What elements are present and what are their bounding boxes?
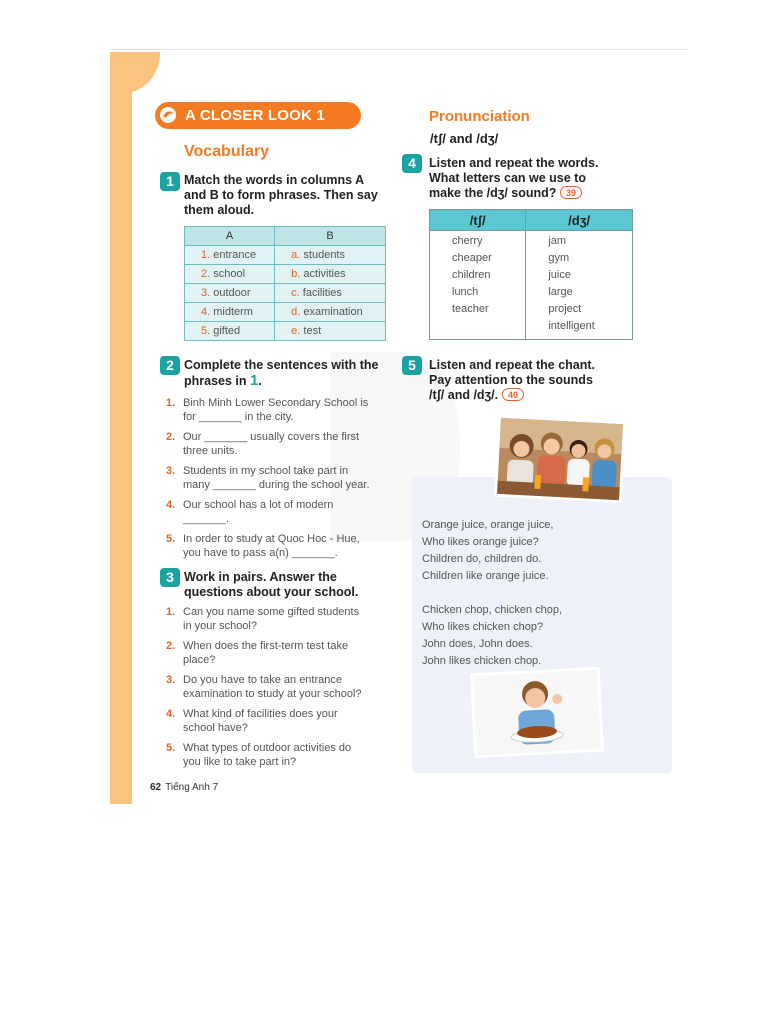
item-line: school have? bbox=[183, 722, 248, 734]
section-banner bbox=[155, 102, 361, 129]
task4-number: 4 bbox=[402, 154, 422, 173]
column-a-word: entrance bbox=[213, 249, 257, 261]
word: children bbox=[452, 269, 491, 281]
row-letter: d. bbox=[291, 306, 301, 318]
match-table bbox=[184, 226, 386, 341]
page-footer bbox=[150, 782, 218, 793]
task4-instruction bbox=[429, 156, 639, 201]
word: lunch bbox=[452, 286, 479, 298]
item-line: in your school? bbox=[183, 620, 257, 632]
word: teacher bbox=[452, 303, 489, 315]
task2-text: Complete the sentences with the phrases in bbox=[184, 358, 379, 388]
task1-instruction: Match the words in columns A and B to form phrases. Then say them aloud. bbox=[184, 173, 378, 217]
item-number: 5. bbox=[166, 533, 176, 545]
item-text bbox=[183, 707, 338, 735]
column-b-word: examination bbox=[303, 306, 363, 318]
task2-instruction bbox=[184, 358, 384, 389]
word: cherry bbox=[452, 235, 483, 247]
sounds-table bbox=[429, 209, 633, 340]
row-number: 2. bbox=[201, 268, 211, 280]
item-line: In order to study at Quoc Hoc - Hue, bbox=[183, 533, 360, 545]
word: cheaper bbox=[452, 252, 492, 264]
chant-line: Children like orange juice. bbox=[422, 570, 549, 582]
item-text bbox=[183, 639, 348, 667]
column-a-header: A bbox=[185, 227, 275, 246]
item-text bbox=[183, 464, 370, 492]
sound-column-j bbox=[526, 231, 633, 340]
word: jam bbox=[548, 235, 567, 247]
chant-spacer bbox=[422, 585, 562, 602]
page-side-stripe bbox=[110, 52, 132, 804]
chant-line: Who likes chicken chop? bbox=[422, 621, 544, 633]
task2-period: . bbox=[258, 374, 262, 388]
item-line: _______. bbox=[183, 513, 229, 525]
table-row bbox=[185, 246, 386, 265]
chant-line: Chicken chop, chicken chop, bbox=[422, 604, 563, 616]
column-b-word: facilities bbox=[302, 287, 342, 299]
item-number: 1. bbox=[166, 397, 176, 409]
table-row bbox=[185, 284, 386, 303]
item-line: examination to study at your school? bbox=[183, 688, 362, 700]
item-line: you like to take part in? bbox=[183, 756, 297, 768]
word: intelligent bbox=[548, 320, 595, 332]
task2-number: 2 bbox=[160, 356, 180, 375]
item-line: What kind of facilities does your bbox=[183, 708, 338, 720]
column-b-word: students bbox=[303, 249, 345, 261]
audio-track-icon[interactable] bbox=[560, 186, 582, 199]
sound-header-ch: /tʃ/ bbox=[430, 210, 526, 231]
task5-line: Listen and repeat the chant. bbox=[429, 358, 596, 372]
row-letter: a. bbox=[291, 249, 301, 261]
task5-number: 5 bbox=[402, 356, 422, 375]
column-a-word: school bbox=[213, 268, 246, 280]
item-number: 3. bbox=[166, 674, 176, 686]
item-text bbox=[183, 396, 368, 424]
page-corner-curve bbox=[110, 52, 160, 94]
section-banner-title: A CLOSER LOOK 1 bbox=[185, 107, 325, 124]
chant-line: John likes chicken chop. bbox=[422, 655, 542, 667]
item-text bbox=[183, 532, 360, 560]
audio-track-icon[interactable] bbox=[502, 388, 524, 401]
item-number: 2. bbox=[166, 431, 176, 443]
task3-instruction: Work in pairs. Answer the questions about your school. bbox=[184, 570, 359, 599]
item-text bbox=[183, 605, 359, 633]
page-number: 62 bbox=[150, 782, 162, 793]
row-number: 3. bbox=[201, 287, 211, 299]
row-letter: b. bbox=[291, 268, 301, 280]
item-line: Can you name some gifted students bbox=[183, 606, 360, 618]
chant-line: Who likes orange juice? bbox=[422, 536, 539, 548]
task3-number: 3 bbox=[160, 568, 180, 587]
item-line: three units. bbox=[183, 445, 238, 457]
task5-line: /tʃ/ and /dʒ/. bbox=[429, 388, 499, 402]
item-line: When does the first-term test take bbox=[183, 640, 349, 652]
row-number: 1. bbox=[201, 249, 211, 261]
task5-instruction bbox=[429, 358, 639, 403]
audio-track-number: 39 bbox=[565, 188, 576, 198]
row-letter: c. bbox=[291, 287, 300, 299]
column-b-word: test bbox=[303, 325, 322, 337]
row-letter: e. bbox=[291, 325, 301, 337]
chant-text bbox=[422, 517, 562, 670]
item-number: 5. bbox=[166, 742, 176, 754]
item-line: for _______ in the city. bbox=[183, 411, 294, 423]
audio-track-number: 40 bbox=[507, 390, 518, 400]
pronunciation-sounds: /tʃ/ and /dʒ/ bbox=[430, 131, 499, 146]
item-text bbox=[183, 430, 359, 458]
task4-line: make the /dʒ/ sound? bbox=[429, 186, 557, 200]
item-number: 4. bbox=[166, 499, 176, 511]
chant-line: John does, John does. bbox=[422, 638, 533, 650]
item-line: Our _______ usually covers the first bbox=[183, 431, 360, 443]
pronunciation-heading: Pronunciation bbox=[429, 108, 530, 125]
item-line: Do you have to take an entrance bbox=[183, 674, 342, 686]
task5-line: Pay attention to the sounds bbox=[429, 373, 593, 387]
item-text bbox=[183, 498, 333, 526]
banner-swoosh-icon bbox=[159, 106, 177, 124]
word: gym bbox=[548, 252, 570, 264]
task1-number: 1 bbox=[160, 172, 180, 191]
item-number: 4. bbox=[166, 708, 176, 720]
column-a-word: gifted bbox=[213, 325, 241, 337]
column-b-word: activities bbox=[303, 268, 346, 280]
word: project bbox=[548, 303, 582, 315]
item-line: you have to pass a(n) _______. bbox=[183, 547, 338, 559]
column-b-header: B bbox=[275, 227, 386, 246]
column-a-word: midterm bbox=[213, 306, 253, 318]
item-text bbox=[183, 673, 362, 701]
item-number: 1. bbox=[166, 606, 176, 618]
table-row bbox=[185, 265, 386, 284]
textbook-page bbox=[110, 52, 688, 804]
item-line: Our school has a lot of modern bbox=[183, 499, 334, 511]
vocabulary-heading: Vocabulary bbox=[184, 143, 270, 160]
task4-line: What letters can we use to bbox=[429, 171, 586, 185]
page-top-border bbox=[110, 49, 688, 50]
word: juice bbox=[548, 269, 571, 281]
item-line: What types of outdoor activities do bbox=[183, 742, 352, 754]
sound-column-ch bbox=[430, 231, 526, 340]
chant-line: Children do, children do. bbox=[422, 553, 542, 565]
item-number: 2. bbox=[166, 640, 176, 652]
item-line: Binh Minh Lower Secondary School is bbox=[183, 397, 369, 409]
item-text bbox=[183, 741, 351, 769]
item-line: place? bbox=[183, 654, 216, 666]
item-line: Students in my school take part in bbox=[183, 465, 349, 477]
table-row bbox=[185, 303, 386, 322]
task4-line: Listen and repeat the words. bbox=[429, 156, 599, 170]
students-photo bbox=[494, 415, 626, 504]
task2-reference: 1 bbox=[250, 372, 259, 389]
item-number: 3. bbox=[166, 465, 176, 477]
column-a-word: outdoor bbox=[213, 287, 251, 299]
sound-header-j: /dʒ/ bbox=[526, 210, 633, 231]
item-line: many _______ during the school year. bbox=[183, 479, 370, 491]
chant-line: Orange juice, orange juice, bbox=[422, 519, 554, 531]
boy-eating-photo bbox=[470, 667, 604, 759]
word: large bbox=[548, 286, 573, 298]
row-number: 5. bbox=[201, 325, 211, 337]
book-title: Tiếng Anh 7 bbox=[165, 782, 219, 793]
table-row bbox=[185, 322, 386, 341]
row-number: 4. bbox=[201, 306, 211, 318]
